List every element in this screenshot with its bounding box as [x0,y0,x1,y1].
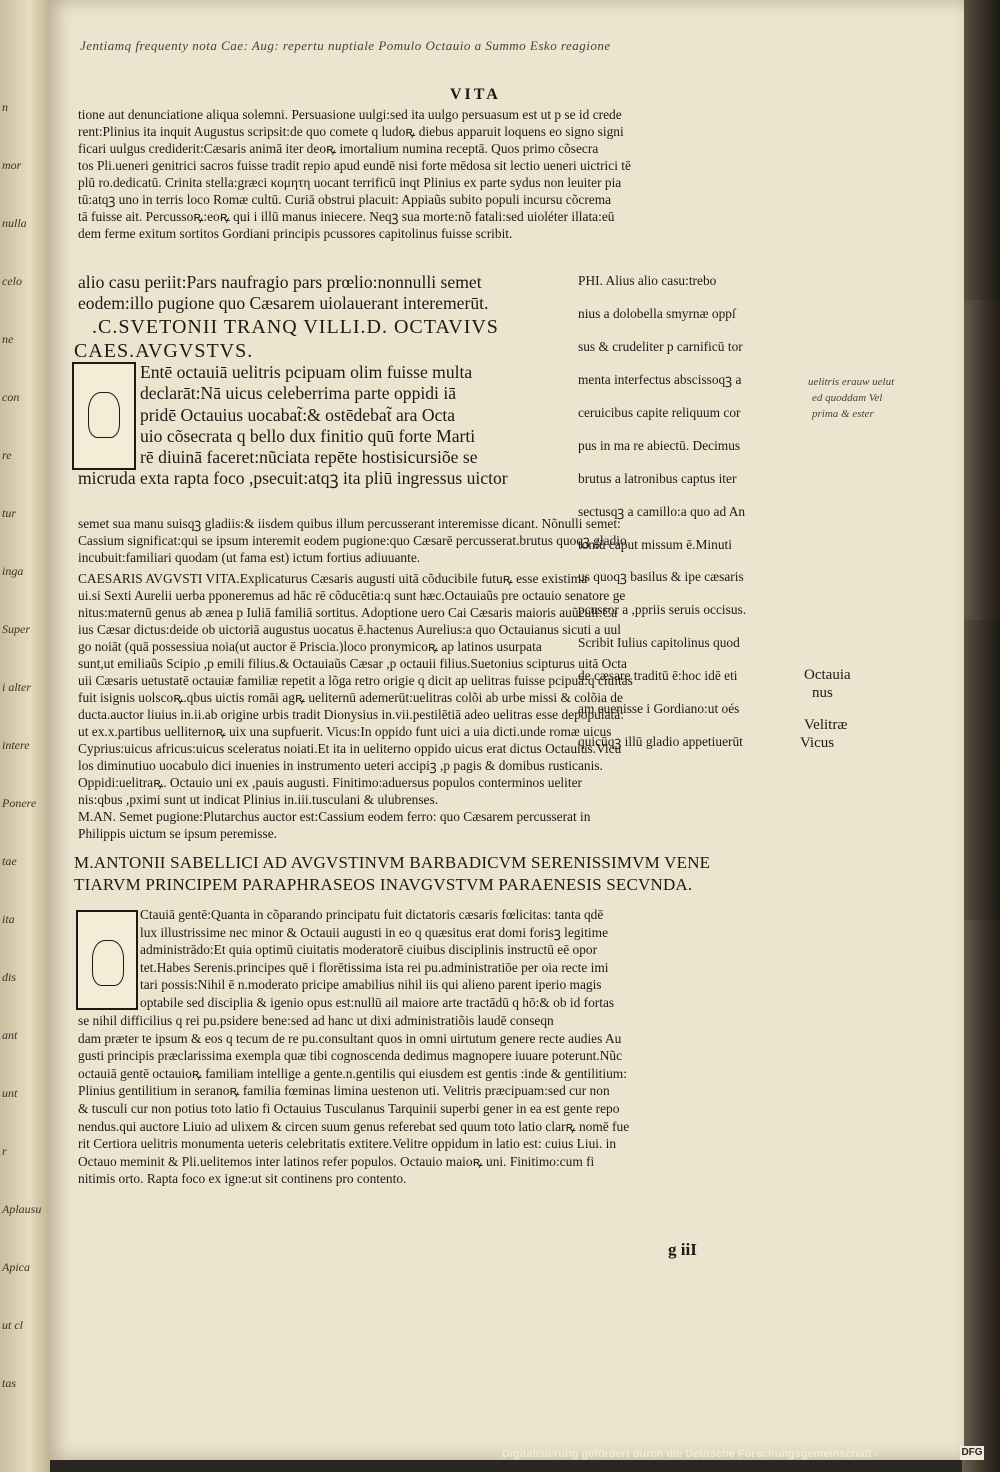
left-page-fragment: unt [2,1086,18,1100]
running-head: VITA [450,86,501,103]
block5-lines-line: Ctauiā gentē:Quanta in cõparando principatu fuit dictatoris cæsaris fœlicitas: tanta qdē [140,907,604,922]
heading-sabellici-line2: TIARVM PRINCIPEM PARAPHRASEOS INAVGVSTVM PARAENESIS SECVNDA. [74,875,693,894]
block5-lines-line: tari possis:Nihil ē n.moderato pricipe amabilius nihil iis qui alieno parent iperio magis [140,977,602,993]
book-fore-edge [962,0,1000,1472]
heading-sabellici-line1: M.ANTONII SABELLICI AD AVGVSTINVM BARBADICVM SERENISSIMVM VENE [74,853,711,872]
block1-lines-line: plū ro.dedicatū. Crinita stella:græci κομητη uocant terrificū inqt Plinius ex parte sydus non leuiter pia [78,175,622,190]
main-text-block-cont [78,468,573,489]
phi-col-lines-line: brutus a latronibus captus iter [578,470,737,486]
marginal-hand-2: ed quoddam Vel [812,392,883,404]
block6-lines-line: nitimis orto. Rapta foco ex igne:ut sit continens pro contento. [78,1171,407,1187]
block3-lines-line: ui.si Sexti Aurelii uerba pponeremus ad hāc rē cõducētia:q sunt hæc.Octauiaũs pre octauio senatore ge [78,588,626,603]
block3-lines-line: uii Cæsaris uetustatē octauiæ familiæ repetit a lõga retro origie q dicit ap uelitras fuisse pcipuā:q ciuitas [78,673,633,688]
block3-lines-line: los diminutiuo uocabulo dici inuenies in instrumento ueteri accipiꝫ ,p pagis & domibus rusticanis. [78,758,603,773]
block3-lines-line: go noiāt (quā possessiua noia(ut auctor ē Priscia.)loco pronymicoꝶ ap latinos usurpata [78,639,542,654]
left-page-fragment: ita [2,912,15,926]
block2-lines-line: incubuit:familiari quodam (ut fama est) ictum fortius adiuuante. [78,550,421,565]
commentary-block-1 [78,106,868,242]
left-page-fragment: dis [2,970,17,984]
block3-lines-line: ducta.auctor liuius in.ii.ab origine urbis tradit Dionysius in.vii.pestilētiā adeo uelitras esse depopulatā: [78,707,624,722]
big-text-lines-line: rē diuinā faceret:nũciata repēte hostisicursiõe se [140,447,478,468]
signature-mark: g iiI [668,1240,697,1259]
left-page-fragment: Super [2,622,30,636]
marginal-hand-1: uelitris erauw uelut [808,376,895,388]
block3-lines-line: M.AN. Semet pugione:Plutarchus auctor est:Cassium eodem ferro: quo Cæsarem percusserat in [78,809,591,824]
left-page-fragment: mor [2,158,22,172]
block3-lines-line: ut ex.x.partibus uelliternoꝶ uix una supfuerit. Vicus:In oppido funt uici a uia dicti.unde romæ uicus [78,724,612,739]
block2-lines-line: semet sua manu suisqꝫ gladiis:& iisdem quibus illum percusserant interemisse dicant. Nõnulli semet: [78,516,621,531]
phi-col-lines-line: pus in ma re abiectū. Decimus [578,437,741,453]
phi-col-lines-line: sus & crudeliter p carnificū tor [578,339,743,355]
big-cont-lines-line: micruda exta rapta foco ,psecuit:atqꝫ ita pliū ingressus uictor [78,468,508,488]
block6-lines-line: gusti principis præclarissima exempla quæ tibi cognoscenda dedimus magnopere iuuare poterunt.Nũc [78,1048,623,1064]
phi-col-lines-line: ceruicibus capite reliquum cor [578,404,741,420]
left-page-fragment: celo [2,274,22,288]
heading-suetonius [74,315,499,363]
block6-lines-line: rit Certiora uelitris monumenta ueteris celebritatis extitere.Velitre oppidum in latio est: cuius Liui. in [78,1136,617,1152]
margin-note-octauianus-2: nus [812,685,833,701]
block5-lines-line: tet.Habes Serenis.principes quē i florētissima ista rei pu.administratiōe per oia recte imi [140,959,609,975]
block5-lines-line: optabile sed disciplia & igenio opus est:nullū ail maiore arte tractādū q hō:& ob id fortas [140,994,615,1010]
marginal-hand-3: prima & ester [812,408,874,420]
block6-lines-line: se nihil difficilius q rei pu.psidere bene:sed ad hanc ut dixi administratiõis laudē conseqn [78,1013,554,1028]
block1-lines-line: ficari uulgus crediderit:Cæsaris animā iter deoꝶ imortalium numina receptā. Quos primo cõsecra [78,141,599,156]
woodcut-initial-g-portrait [72,362,136,470]
block5-lines-line: lux illustrissime nec minor & Octauii augusti in eo q quæsitus erat domi forisꝫ legitime [140,924,609,940]
phi-col-lines-line: PHI. Alius alio casu:trebo [578,273,717,289]
left-page-fragment: n [2,100,8,114]
portrait-face-icon-2 [92,940,124,986]
left-page-fragment: ne [2,332,14,346]
phi-col-lines-line: us quoqꝫ basilus & ipe cæsaris [578,569,744,585]
phi-col-lines-line: toniū caput missum ē.Minuti [578,536,732,552]
margin-note-velitrae: Velitræ [804,717,848,733]
left-page-fragment: r [2,1144,7,1158]
left-page-fragment: inga [2,564,24,578]
main-text-block [140,362,575,468]
block1-lines-line: tā fuisse ait. Percussoꝶ:eoꝶ qui i illū manus iniecere. Neqꝫ sua morte:nõ fatali:sed uioléter illata:eū [78,209,615,224]
left-page-fragment: nulla [2,216,27,230]
left-page-fragment: Ponere [2,796,37,810]
block3-lines-line: fuit isignis uolscoꝶ.qbus uictis romāi agꝶ ueliternū ademerūt:uelitras colõi ab urbe missi & colõia de [78,690,623,705]
big-top-lines-line: eodem:illo pugione quo Cæsarem uiolauerant interemerūt. [78,293,489,314]
left-page-fragment: ut cl [2,1318,23,1332]
left-page-fragment: intere [2,738,30,752]
left-page-edge [0,0,50,1472]
big-text-lines-line: Entē octauiā uelitris pcipuam olim fuisse multa [140,362,473,382]
block6-lines-line: & tusculi cur non potius toto latio fi Octauius Tusculanus Tarquinii superbi gener in ea est gente repo [78,1100,620,1116]
block3-lines-line: Oppidi:uelitraꝶ. Octauio uni ex ,pauis augusti. Finitimo:aduersus populos conterminos ueliter [78,775,582,790]
paraenesis-block [140,906,800,1012]
left-page-fragment: tae [2,854,17,868]
block3-lines-line: Cyprius:uicus africus:uicus sceleratus noiati.Et ita in ueliterno oppido uicus erat dictus Octauius.Vicu [78,741,622,756]
phi-col-lines-line: de cæsare traditū ē:hoc idē eti [578,668,738,684]
block1-lines-line: tione aut denunciatione aliqua solemni. Persuasione uulgi:sed ita uulgo persuasum est ut p se id crede [78,107,622,122]
phi-col-lines-line: quicūqꝫ illū gladio appetiuerūt [578,733,743,749]
phi-col-lines-line: am euenisse i Gordiano:ut oés [578,700,740,716]
left-page-fragment: i alter [2,680,31,694]
big-text-lines-line: uio cõsecrata q bello dux finitio quū forte Marti [140,425,476,446]
phi-col-lines-line: Scribit Iulius capitolinus quod [578,635,740,651]
phi-col-lines-line: nius a dolobella smyrnæ oppſ [578,306,736,322]
paraenesis-block-cont [78,1012,800,1188]
heading-suetonius-line1: .C.SVETONII TRANQ VILLI.D. OCTAVIVS [92,316,499,338]
block3-lines-line: nitus:maternū genus ab ænea p Iuliā familiā sortitus. Adoptione uero Cai Cæsaris maioris auũculi:Ca [78,605,618,620]
block1-lines-line: rent:Plinius ita inquit Augustus scripsit:de quo comete q ludoꝶ diebus apparuit loquens eo signo signi [78,124,624,139]
left-page-fragment: tur [2,506,17,520]
commentary-block-2 [78,515,798,566]
big-text-lines-line: pridē Octauius uocabat̃:& ostēdebat̃ ara Octa [140,404,456,425]
phi-col-lines-line: pcussor a ,ppriis seruis occisus. [578,602,747,618]
portrait-face-icon [88,392,120,438]
margin-note-octauianus-1: Octauia [804,667,851,683]
left-page-fragment: re [2,448,12,462]
phi-col-lines-line: sectusqꝫ a camillo:a quo ad An [578,503,746,519]
phi-col-lines-line: menta interfectus abscissoqꝫ a [578,372,742,388]
block3-lines-line: Philippis uictum se ipsum peremisse. [78,826,277,841]
heading-sabellici [74,852,794,896]
text-block-large-top [78,272,573,315]
footer-credit: Digitalisierung gefördert durch die Deutsche Forschungsgemeinschaft - [502,1448,879,1460]
handwritten-top-note: Jentiamq frequenty nota Cae: Aug: repertu nuptiale Pomulo Octauio a Summo Esko reagione [80,38,611,53]
block5-lines-line: administrādo:Et quia optimū ciuitatis moderatorē ciuibus disciplinis instructū eē opor [140,942,598,958]
block6-lines-line: Plinius gentilitium in seranoꝶ familia fœminas limina uestenon uti. Velitris præcipuam:sed cur non [78,1083,610,1099]
block1-lines-line: tos Pli.ueneri genitrici sacros fuisse tradit repio apud eundē nisi forte mēdosa sit lectio ueneri uictrici tē [78,158,631,173]
block3-lines-line: sunt,ut emiliaũs Scipio ,p emili filius.& Octauiaũs Cæsar ,p octauii filius.Suetonius scipturus uitā Octa [78,656,627,671]
block1-lines-line: tū:atqꝫ uno in terris loco Romæ cultū. Curiā obstrui placuit: Appiaũs subito populi incursu cõcrema [78,192,612,207]
woodcut-initial-o-portrait [76,910,138,1010]
left-page-fragment: tas [2,1376,17,1390]
block2-lines-line: Cassium significat:qui se ipsum interemit eodem pugione:quo Cæsarē percusserat.brutus quoqꝫ gladio [78,533,627,548]
margin-note-vicus: Vicus [800,735,835,751]
block3-lines-line: nis:qbus ,pximi sunt ut indicat Plinius in.iii.tusculani & ulubrenses. [78,792,439,807]
block6-lines-line: octauiā gentē octauioꝶ familiam intellige a gente.n.gentilis qui eiusdem est gentis :inde & gentilitium: [78,1065,627,1081]
commentary-block-3 [78,570,798,842]
left-page-fragment: Apica [2,1260,30,1274]
block3-lines-line: ius Cæsar dictus:deide ob uictoriā augustus uocatus ē.hactenus Aurelius:a quo Octauianus sicuti a uul [78,622,621,637]
block6-lines-line: Octauo meminit & Pli.uelitemos inter latinos refer populos. Octauio maioꝶ uni. Finitimo:cum fi [78,1153,595,1169]
left-page-fragment: con [2,390,20,404]
block3-lines-line: CAESARIS AVGVSTI VITA.Explicaturus Cæsaris augusti uitā cõducibile futuꝶ esse existima [78,571,588,586]
big-top-lines-line: alio casu periit:Pars naufragio pars prœlio:nonnulli semet [78,272,482,292]
block6-lines-line: nendus.qui auctore Liuio ad ulixem & circen suum genus referebat sed quum toto latio clarꝶ nomē fue [78,1118,630,1134]
left-page-fragment: Aplausu [2,1202,42,1216]
block6-lines-line: dam præter te ipsum & eos q tecum de re pu.consultant quos in omni uirtutum genere recte audies Au [78,1030,622,1046]
heading-suetonius-line2: CAES.AVGVSTVS. [74,340,254,362]
block1-lines-line: dem ferme exitum sortitos Gordiani principis pcussores capitolinus fuisse scribit. [78,226,513,241]
big-text-lines-line: declarāt:Nā uicus celeberrima parte oppidi iā [140,383,457,404]
left-page-fragment: ant [2,1028,18,1042]
dfg-logo: DFG [961,1447,983,1458]
